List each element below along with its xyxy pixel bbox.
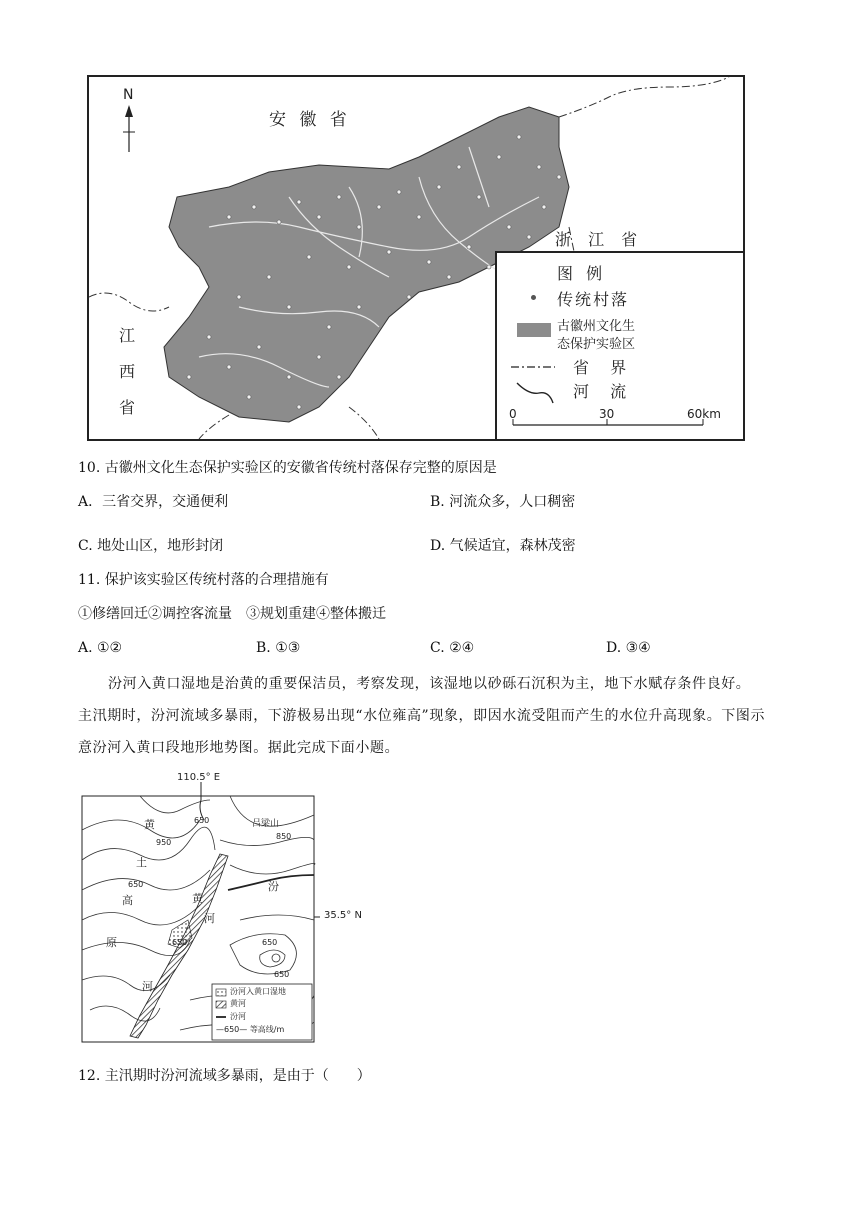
contour-650-e: 650 [274, 970, 290, 979]
tu-label: 土 [136, 856, 147, 869]
map1-legend [495, 251, 743, 439]
legend-zone-line2: 态保护实验区 [557, 337, 636, 352]
scale-30: 30 [599, 407, 615, 421]
huizhou-map [87, 75, 745, 441]
village-dot-icon [531, 295, 536, 300]
contour-950: 950 [156, 838, 172, 847]
boundary-line-icon [511, 363, 555, 371]
legend-yellow-river: 黄河 [230, 999, 246, 1008]
zone-swatch-icon [517, 323, 551, 337]
passage-line-3: 意汾河入黄口段地形地势图。据此完成下面小题。 [78, 740, 400, 756]
jiangxi-char-3: 省 [119, 398, 136, 417]
scale-0: 0 [509, 407, 517, 421]
q10-option-b[interactable]: B. 河流众多，人口稠密 [430, 494, 576, 510]
legend-title: 图 例 [557, 264, 607, 283]
legend-village: 传统村落 [557, 290, 630, 309]
passage-line-1: 汾河入黄口湿地是治黄的重要保洁员，考察发现，该湿地以砂砾石沉积为主，地下水赋存条件良好。 [108, 676, 751, 692]
legend-zone-line1: 古徽州文化生 [557, 319, 636, 334]
lvliang-label: 吕梁山 [252, 819, 280, 829]
fenhe-map [80, 770, 380, 1046]
q11-stem: 11. 保护该实验区传统村落的合理措施有 [78, 572, 329, 588]
huanghe-label-2: 河 [204, 912, 215, 925]
legend-wetland: 汾河入黄口湿地 [230, 987, 286, 996]
contour-650-d: 650 [128, 880, 144, 889]
q10-option-d[interactable]: D. 气候适宜，森林茂密 [430, 538, 576, 554]
legend-contour: —650— 等高线/m [216, 1025, 285, 1034]
legend-fen-river: 汾河 [230, 1012, 246, 1021]
jiangxi-char-1: 江 [119, 326, 136, 345]
q12-stem: 12. 主汛期时汾河流域多暴雨，是由于（ ） [78, 1068, 371, 1084]
fen-label: 汾 [268, 880, 279, 893]
yuan-label: 原 [106, 936, 117, 949]
gao-label: 高 [122, 894, 133, 907]
q10-option-c[interactable]: C. 地处山区，地形封闭 [78, 538, 224, 554]
contour-650-b: 650 [262, 938, 278, 947]
jiangxi-char-2: 西 [119, 362, 136, 381]
zhejiang-label: 浙 江 省 [555, 230, 644, 249]
huanghe-label-1: 黄 [192, 892, 203, 905]
longitude-label: 110.5° E [177, 772, 221, 783]
latitude-label: 35.5° N [324, 910, 362, 921]
north-label: N [123, 87, 134, 103]
he-label: 河 [142, 980, 153, 993]
contour-850: 850 [276, 832, 292, 841]
legend-boundary: 省 界 [573, 358, 635, 377]
q11-option-d[interactable]: D. ③④ [606, 640, 651, 656]
anhui-label: 安 徽 省 [269, 110, 351, 130]
q11-option-b[interactable]: B. ①③ [256, 640, 301, 656]
q10-stem: 10. 古徽州文化生态保护实验区的安徽省传统村落保存完整的原因是 [78, 460, 497, 476]
contour-650-a: 650 [172, 938, 188, 947]
contour-650-c: 650 [194, 816, 210, 825]
q10-option-a[interactable]: A．三省交界，交通便利 [78, 494, 229, 510]
legend-river: 河 流 [573, 382, 635, 401]
q11-option-a[interactable]: A. ①② [78, 640, 123, 656]
q11-option-c[interactable]: C. ②④ [430, 640, 475, 656]
scale-60: 60km [687, 407, 721, 421]
huang-label: 黄 [144, 818, 155, 831]
passage-line-2: 主汛期时，汾河流域多暴雨，下游极易出现“水位雍高”现象，即因水流受阻而产生的水位升高现象。下图示 [78, 708, 766, 724]
q11-items: ①修缮回迁②调控客流量 ③规划重建④整体搬迁 [78, 606, 386, 622]
river-line-icon [515, 381, 555, 405]
